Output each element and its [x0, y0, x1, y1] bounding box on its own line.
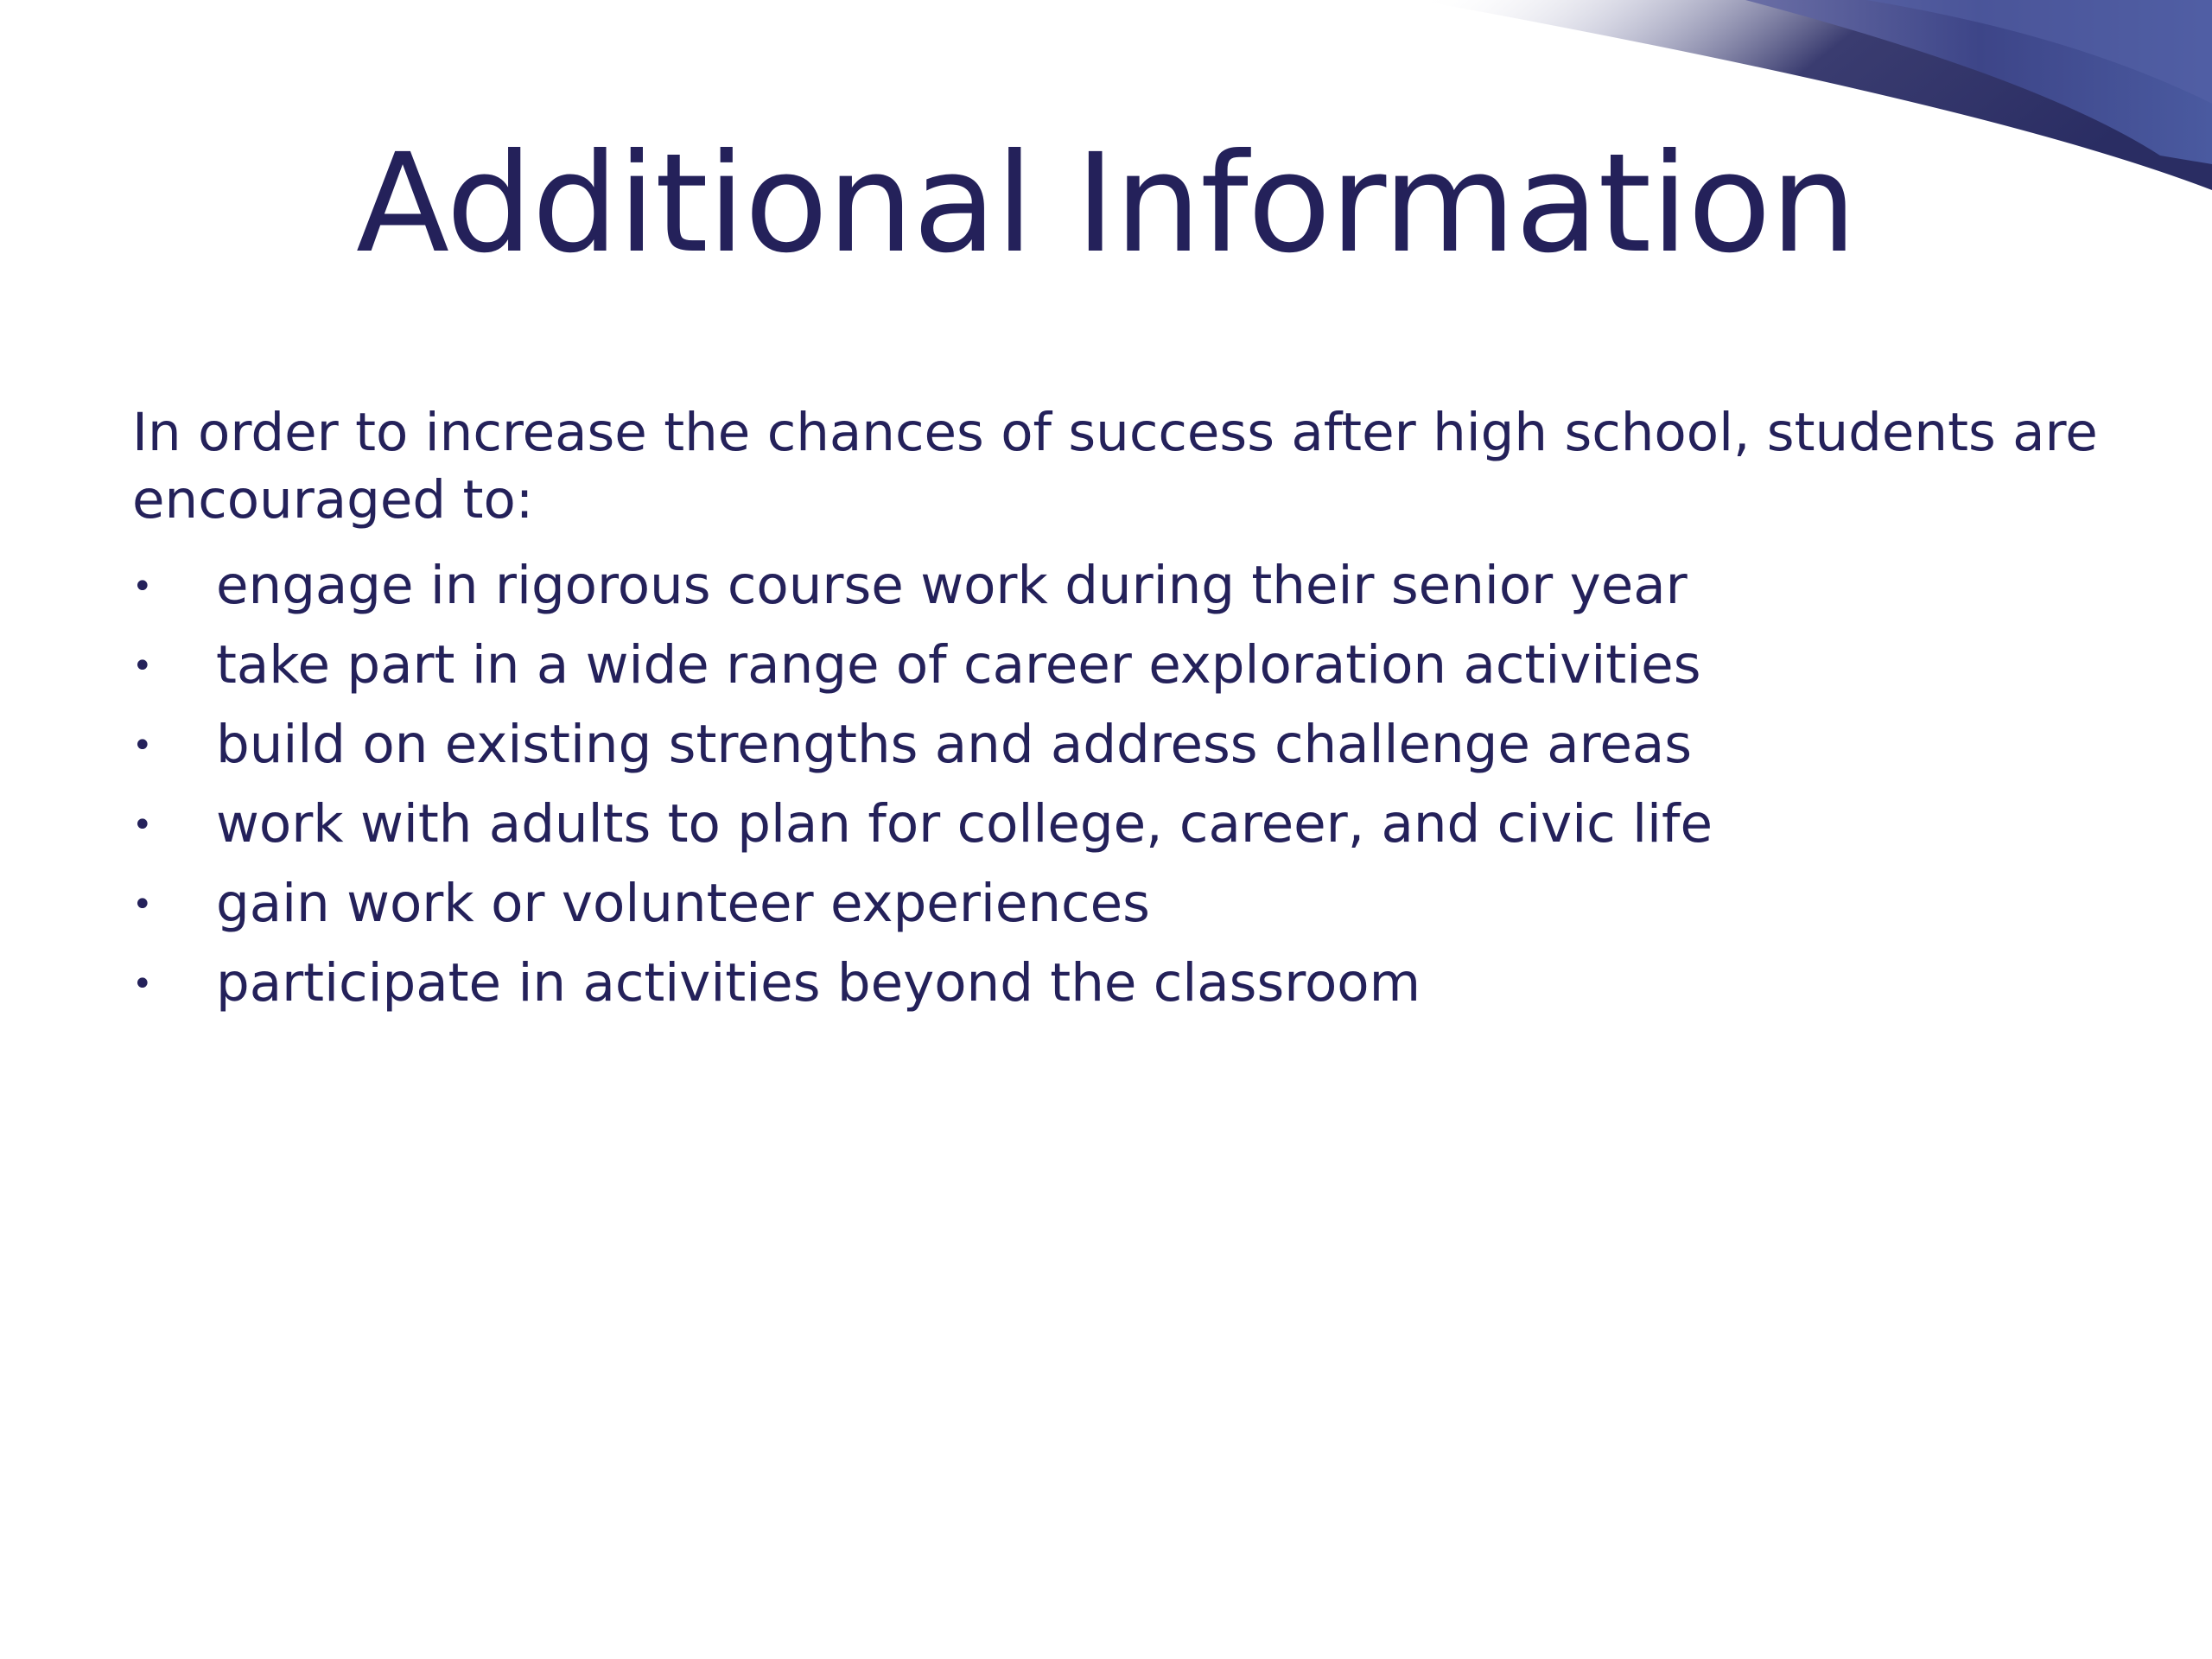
- bullet-text: participate in activities beyond the classroom: [216, 952, 1421, 1014]
- bullet-text: gain work or volunteer experiences: [216, 873, 1150, 934]
- bullet-text: take part in a wide range of career exploration activities: [216, 634, 1701, 696]
- list-item: [132, 785, 2102, 864]
- bullet-icon: •: [132, 885, 153, 925]
- bullet-text: engage in rigorous course work during their senior year: [216, 555, 1688, 616]
- intro-paragraph: In order to increase the chances of success after high school, students are encouraged to:: [132, 402, 2098, 531]
- bullet-icon: •: [132, 726, 153, 766]
- list-item: [132, 864, 2102, 944]
- bullet-icon: •: [132, 964, 153, 1004]
- list-item: [132, 705, 2102, 785]
- bullet-icon: •: [132, 646, 153, 686]
- list-item: [132, 546, 2102, 626]
- bullet-text: work with adults to plan for college, career, and civic life: [216, 793, 1713, 855]
- bullet-text: build on existing strengths and address challenge areas: [216, 714, 1693, 775]
- bullet-icon: •: [132, 805, 153, 845]
- list-item: [132, 626, 2102, 705]
- slide-title: Additional Information: [356, 124, 1856, 283]
- bullet-icon: •: [132, 567, 153, 607]
- list-item: [132, 944, 2102, 1023]
- bullet-list: [132, 546, 2102, 1023]
